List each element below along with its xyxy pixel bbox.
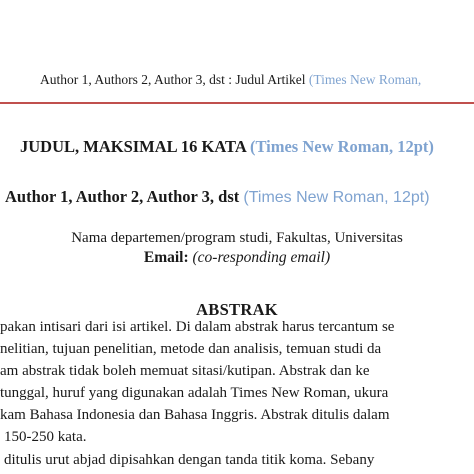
abstract-line: ditulis urut abjad dipisahkan dengan tanda titik koma. Sebany — [4, 452, 375, 468]
abstract-line: nelitian, tujuan penelitian, metode dan analisis, temuan studi da — [0, 341, 382, 357]
abstract-line: pakan intisari dari isi artikel. Di dalam abstrak harus tercantum se — [0, 319, 395, 335]
running-head — [40, 72, 421, 88]
abstract-line: tunggal, huruf yang digunakan adalah Times New Roman, ukura — [0, 385, 389, 401]
author-line — [5, 187, 430, 207]
author-line-hint: (Times New Roman, 12pt) — [243, 189, 430, 206]
abstract-line: kam Bahasa Indonesia dan Bahasa Inggris. Abstrak ditulis dalam — [0, 407, 390, 423]
abstract-line: 150-250 kata. — [4, 429, 87, 445]
header-rule — [0, 102, 474, 104]
article-title-text: JUDUL, MAKSIMAL 16 KATA — [20, 137, 246, 156]
author-names: Author 1, Author 2, Author 3, dst — [5, 187, 240, 206]
abstract-line: am abstrak tidak boleh memuat sitasi/kutipan. Abstrak dan ke — [0, 363, 370, 379]
article-title-hint: (Times New Roman, 12pt) — [249, 137, 434, 156]
email-label: Email: — [143, 249, 189, 266]
email-line — [0, 249, 474, 267]
email-value: (co-responding email) — [192, 249, 331, 266]
running-head-text: Author 1, Authors 2, Author 3, dst : Judul Artikel — [40, 72, 306, 87]
running-head-hint: (Times New Roman, — [308, 72, 422, 87]
article-title — [20, 137, 434, 157]
affiliation: Nama departemen/program studi, Fakultas, Universitas — [71, 230, 403, 246]
abstract-heading: ABSTRAK — [196, 300, 278, 319]
